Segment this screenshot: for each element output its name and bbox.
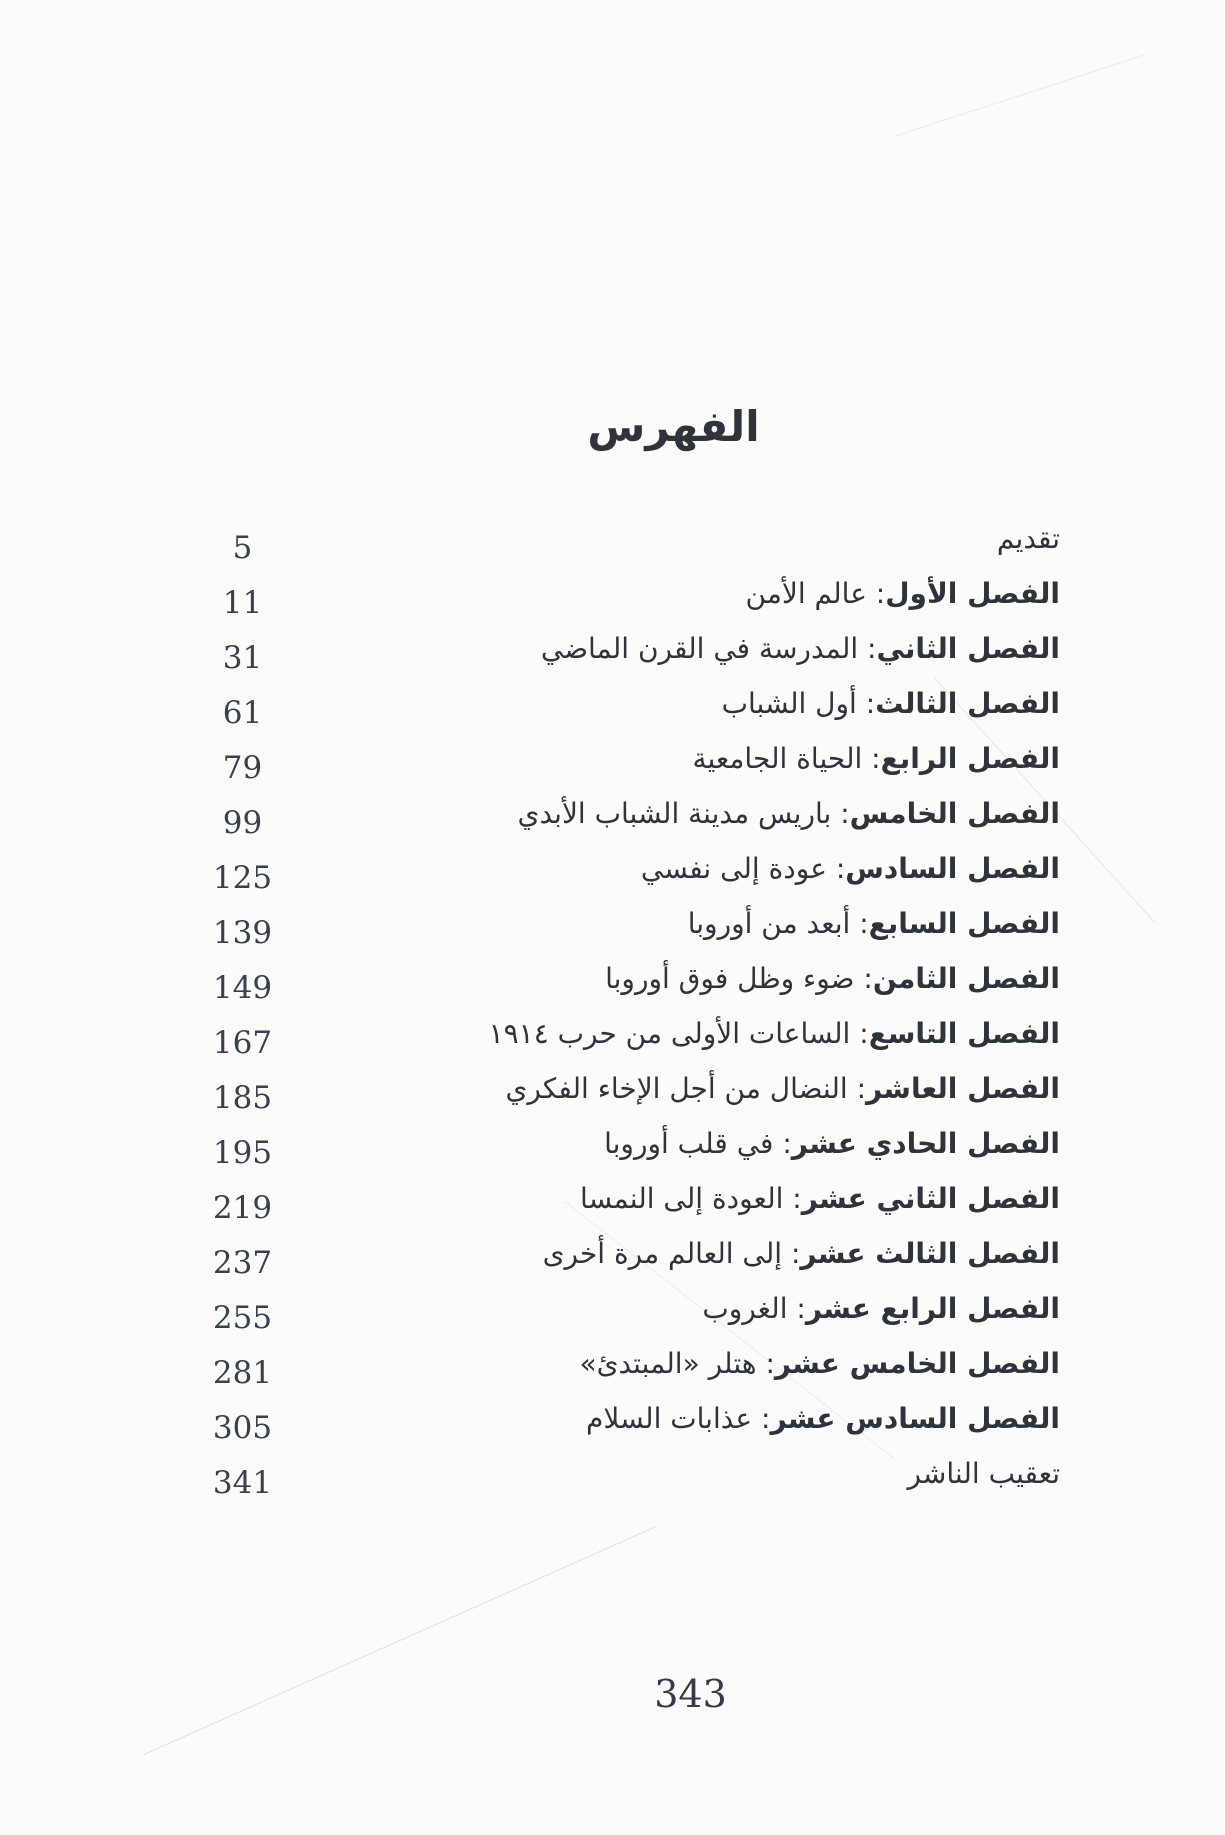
toc-entry-text: [505, 1061, 1060, 1116]
toc-chapter-label: الفصل الثالث: [875, 687, 1060, 720]
toc-entry-title: أبعد من أوروبا: [687, 907, 851, 940]
toc-chapter-label: الفصل السادس عشر: [770, 1402, 1060, 1435]
toc-entry-title: الحياة الجامعية: [692, 742, 863, 775]
toc-chapter-label: الفصل الثاني عشر: [801, 1182, 1060, 1215]
toc-list: [175, 511, 1060, 1501]
toc-entry-text: [605, 951, 1060, 1006]
folio-page-number: 343: [654, 1672, 727, 1716]
toc-separator: :: [752, 1402, 771, 1435]
toc-page-number: 255: [212, 1300, 273, 1336]
toc-entry-title: العودة إلى النمسا: [580, 1182, 784, 1215]
toc-separator: :: [787, 1292, 806, 1325]
toc-entry-title: الغروب: [702, 1292, 788, 1325]
toc-page-number: 167: [212, 1025, 273, 1061]
toc-separator: :: [856, 687, 876, 720]
toc-entry-text: [489, 1006, 1060, 1061]
toc-entry-text: [604, 1116, 1060, 1171]
toc-page-number: 195: [212, 1135, 273, 1171]
paper-crease: [144, 1526, 656, 1755]
toc-chapter-label: الفصل الثاني: [876, 632, 1060, 665]
toc-page-number: 139: [212, 915, 273, 951]
toc-page-number: 305: [212, 1410, 273, 1446]
toc-separator: :: [854, 962, 873, 995]
toc-page-number: 5: [232, 530, 253, 566]
toc-entry-title: تقديم: [996, 522, 1060, 555]
toc-page-number: 11: [222, 585, 263, 621]
toc-page-number: 31: [222, 640, 263, 676]
toc-chapter-label: الفصل الثامن: [872, 962, 1060, 995]
toc-chapter-label: الفصل التاسع: [868, 1017, 1060, 1050]
toc-page-number: 79: [222, 750, 263, 786]
paper-crease: [896, 55, 1144, 136]
toc-page-number: 237: [212, 1245, 273, 1281]
toc-entry-title: باريس مدينة الشباب الأبدي: [517, 797, 832, 830]
toc-separator: :: [850, 1017, 869, 1050]
toc-separator: :: [831, 797, 850, 830]
toc-separator: :: [783, 1182, 802, 1215]
toc-entry-title: عالم الأمن: [745, 577, 867, 610]
toc-entry-text: [580, 1171, 1060, 1226]
toc-entry-text: [518, 786, 1060, 841]
toc-entry-text: [541, 621, 1060, 676]
toc-entry-text: [997, 511, 1060, 566]
toc-entry-text: [641, 841, 1060, 896]
toc-chapter-label: الفصل السادس: [845, 852, 1060, 885]
toc-entry-text: [702, 1281, 1060, 1336]
toc-chapter-label: الفصل الخامس: [849, 797, 1060, 830]
toc-page-number: 149: [212, 970, 273, 1006]
toc-page-number: 185: [212, 1080, 273, 1116]
toc-separator: :: [773, 1127, 792, 1160]
toc-entry-title: عودة إلى نفسي: [640, 852, 827, 885]
toc-separator: :: [847, 1072, 867, 1105]
toc-entry-title: المدرسة في القرن الماضي: [540, 632, 859, 665]
toc-page-number: 281: [212, 1355, 273, 1391]
toc-chapter-label: الفصل الخامس عشر: [774, 1347, 1060, 1380]
toc-entry-text: [746, 566, 1060, 621]
toc-entry-title: إلى العالم مرة أخرى: [542, 1237, 783, 1270]
toc-entry-title: الساعات الأولى من حرب ١٩١٤: [488, 1017, 851, 1050]
toc-separator: :: [826, 852, 846, 885]
contents-heading: الفهرس: [587, 402, 760, 451]
toc-entry-title: ضوء وظل فوق أوروبا: [605, 962, 855, 995]
toc-separator: :: [858, 632, 877, 665]
toc-chapter-label: الفصل الأول: [885, 577, 1060, 610]
toc-entry-text: [692, 731, 1060, 786]
toc-page-number: 99: [222, 805, 263, 841]
toc-separator: :: [862, 742, 881, 775]
toc-entry-title: تعقيب الناشر: [907, 1457, 1060, 1490]
toc-page-number: 61: [222, 695, 263, 731]
toc-chapter-label: الفصل الرابع: [880, 742, 1060, 775]
toc-chapter-label: الفصل الحادي عشر: [791, 1127, 1060, 1160]
toc-chapter-label: الفصل الرابع عشر: [805, 1292, 1060, 1325]
toc-page-number: 219: [212, 1190, 273, 1226]
toc-entry-title: في قلب أوروبا: [604, 1127, 774, 1160]
toc-entry-title: هتلر «المبتدئ»: [579, 1347, 757, 1380]
toc-entry-text: [907, 1446, 1060, 1501]
toc-entry-text: [579, 1336, 1060, 1391]
toc-separator: :: [756, 1347, 775, 1380]
toc-separator: :: [850, 907, 869, 940]
toc-entry-text: [586, 1391, 1060, 1446]
toc-entry-title: أول الشباب: [721, 687, 857, 720]
toc-separator: :: [866, 577, 886, 610]
toc-entry-text: [543, 1226, 1060, 1281]
toc-page-number: 341: [212, 1465, 273, 1501]
toc-entry-title: عذابات السلام: [586, 1402, 753, 1435]
toc-entry-text: [688, 896, 1060, 951]
toc-entry-title: النضال من أجل الإخاء الفكري: [505, 1072, 848, 1105]
toc-chapter-label: الفصل الثالث عشر: [800, 1237, 1060, 1270]
toc-entry: [175, 511, 1060, 566]
toc-page-number: 125: [212, 860, 273, 896]
toc-entry-text: [722, 676, 1060, 731]
toc-chapter-label: الفصل العاشر: [866, 1072, 1060, 1105]
toc-chapter-label: الفصل السابع: [868, 907, 1060, 940]
toc-separator: :: [782, 1237, 801, 1270]
